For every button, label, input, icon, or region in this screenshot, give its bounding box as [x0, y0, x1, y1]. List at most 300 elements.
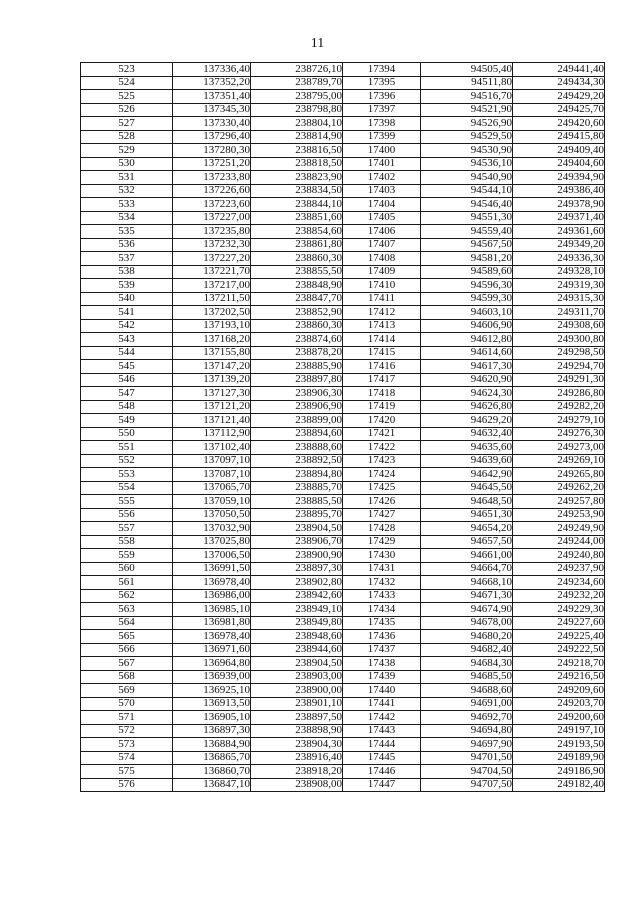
point-number-cell: 17430 — [343, 549, 421, 563]
table-row — [81, 535, 605, 549]
y-coordinate-cell: 249186,90 — [513, 765, 605, 779]
table-row — [81, 711, 605, 725]
table-row — [81, 549, 605, 563]
point-number-cell: 576 — [81, 778, 173, 792]
y-coordinate-cell: 238897,50 — [251, 711, 343, 725]
table-row — [81, 144, 605, 158]
y-coordinate-cell: 249420,60 — [513, 117, 605, 131]
table-row — [81, 211, 605, 225]
y-coordinate-cell: 238949,10 — [251, 603, 343, 617]
x-coordinate-cell: 137227,20 — [173, 252, 251, 266]
point-number-cell: 17419 — [343, 400, 421, 414]
y-coordinate-cell: 249328,10 — [513, 265, 605, 279]
point-number-cell: 17439 — [343, 670, 421, 684]
point-number-cell: 17424 — [343, 468, 421, 482]
point-number-cell: 525 — [81, 90, 173, 104]
x-coordinate-cell: 94688,60 — [421, 684, 513, 698]
x-coordinate-cell: 137102,40 — [173, 441, 251, 455]
y-coordinate-cell: 238904,30 — [251, 738, 343, 752]
y-coordinate-cell: 249200,60 — [513, 711, 605, 725]
point-number-cell: 17446 — [343, 765, 421, 779]
y-coordinate-cell: 238894,80 — [251, 468, 343, 482]
x-coordinate-cell: 94694,80 — [421, 724, 513, 738]
y-coordinate-cell: 249291,30 — [513, 373, 605, 387]
y-coordinate-cell: 249386,40 — [513, 184, 605, 198]
x-coordinate-cell: 94505,40 — [421, 63, 513, 77]
x-coordinate-cell: 137223,60 — [173, 198, 251, 212]
point-number-cell: 17416 — [343, 360, 421, 374]
point-number-cell: 552 — [81, 454, 173, 468]
point-number-cell: 17403 — [343, 184, 421, 198]
point-number-cell: 17431 — [343, 562, 421, 576]
table-row — [81, 562, 605, 576]
x-coordinate-cell: 137226,60 — [173, 184, 251, 198]
table-row — [81, 130, 605, 144]
point-number-cell: 17435 — [343, 616, 421, 630]
point-number-cell: 17400 — [343, 144, 421, 158]
point-number-cell: 560 — [81, 562, 173, 576]
table-row — [81, 333, 605, 347]
table-row — [81, 157, 605, 171]
x-coordinate-cell: 94529,50 — [421, 130, 513, 144]
point-number-cell: 17438 — [343, 657, 421, 671]
point-number-cell: 17423 — [343, 454, 421, 468]
point-number-cell: 544 — [81, 346, 173, 360]
x-coordinate-cell: 136991,50 — [173, 562, 251, 576]
x-coordinate-cell: 137097,10 — [173, 454, 251, 468]
table-row — [81, 751, 605, 765]
y-coordinate-cell: 249409,40 — [513, 144, 605, 158]
y-coordinate-cell: 238949,80 — [251, 616, 343, 630]
point-number-cell: 554 — [81, 481, 173, 495]
y-coordinate-cell: 249336,30 — [513, 252, 605, 266]
x-coordinate-cell: 94559,40 — [421, 225, 513, 239]
point-number-cell: 555 — [81, 495, 173, 509]
point-number-cell: 570 — [81, 697, 173, 711]
x-coordinate-cell: 136847,10 — [173, 778, 251, 792]
y-coordinate-cell: 249394,90 — [513, 171, 605, 185]
x-coordinate-cell: 137006,50 — [173, 549, 251, 563]
point-number-cell: 523 — [81, 63, 173, 77]
point-number-cell: 17426 — [343, 495, 421, 509]
table-row — [81, 427, 605, 441]
table-row — [81, 292, 605, 306]
y-coordinate-cell: 249441,40 — [513, 63, 605, 77]
x-coordinate-cell: 137193,10 — [173, 319, 251, 333]
table-row — [81, 225, 605, 239]
x-coordinate-cell: 136905,10 — [173, 711, 251, 725]
x-coordinate-cell: 137032,90 — [173, 522, 251, 536]
table-row — [81, 103, 605, 117]
y-coordinate-cell: 249234,60 — [513, 576, 605, 590]
table-row — [81, 117, 605, 131]
y-coordinate-cell: 249218,70 — [513, 657, 605, 671]
point-number-cell: 539 — [81, 279, 173, 293]
y-coordinate-cell: 238902,80 — [251, 576, 343, 590]
x-coordinate-cell: 94678,00 — [421, 616, 513, 630]
table-row — [81, 414, 605, 428]
x-coordinate-cell: 136860,70 — [173, 765, 251, 779]
y-coordinate-cell: 249262,20 — [513, 481, 605, 495]
y-coordinate-cell: 238885,50 — [251, 495, 343, 509]
point-number-cell: 17427 — [343, 508, 421, 522]
point-number-cell: 569 — [81, 684, 173, 698]
y-coordinate-cell: 249240,80 — [513, 549, 605, 563]
table-row — [81, 589, 605, 603]
point-number-cell: 17395 — [343, 76, 421, 90]
x-coordinate-cell: 136978,40 — [173, 576, 251, 590]
y-coordinate-cell: 238944,60 — [251, 643, 343, 657]
point-number-cell: 17394 — [343, 63, 421, 77]
y-coordinate-cell: 249315,30 — [513, 292, 605, 306]
point-number-cell: 540 — [81, 292, 173, 306]
point-number-cell: 551 — [81, 441, 173, 455]
y-coordinate-cell: 249249,90 — [513, 522, 605, 536]
x-coordinate-cell: 94697,90 — [421, 738, 513, 752]
table-row — [81, 495, 605, 509]
x-coordinate-cell: 136925,10 — [173, 684, 251, 698]
x-coordinate-cell: 137202,50 — [173, 306, 251, 320]
x-coordinate-cell: 137065,70 — [173, 481, 251, 495]
y-coordinate-cell: 238885,90 — [251, 360, 343, 374]
point-number-cell: 17404 — [343, 198, 421, 212]
x-coordinate-cell: 94671,30 — [421, 589, 513, 603]
point-number-cell: 538 — [81, 265, 173, 279]
y-coordinate-cell: 249311,70 — [513, 306, 605, 320]
point-number-cell: 17429 — [343, 535, 421, 549]
y-coordinate-cell: 238878,20 — [251, 346, 343, 360]
x-coordinate-cell: 136884,90 — [173, 738, 251, 752]
table-row — [81, 454, 605, 468]
table-row — [81, 657, 605, 671]
point-number-cell: 568 — [81, 670, 173, 684]
x-coordinate-cell: 136865,70 — [173, 751, 251, 765]
x-coordinate-cell: 137296,40 — [173, 130, 251, 144]
table-row — [81, 373, 605, 387]
x-coordinate-cell: 94657,50 — [421, 535, 513, 549]
point-number-cell: 17441 — [343, 697, 421, 711]
y-coordinate-cell: 238818,50 — [251, 157, 343, 171]
x-coordinate-cell: 136897,30 — [173, 724, 251, 738]
table-row — [81, 697, 605, 711]
y-coordinate-cell: 238861,80 — [251, 238, 343, 252]
point-number-cell: 17445 — [343, 751, 421, 765]
x-coordinate-cell: 94551,30 — [421, 211, 513, 225]
y-coordinate-cell: 238726,10 — [251, 63, 343, 77]
table-row — [81, 184, 605, 198]
y-coordinate-cell: 238904,50 — [251, 522, 343, 536]
point-number-cell: 17447 — [343, 778, 421, 792]
point-number-cell: 532 — [81, 184, 173, 198]
point-number-cell: 562 — [81, 589, 173, 603]
point-number-cell: 17415 — [343, 346, 421, 360]
x-coordinate-cell: 137059,10 — [173, 495, 251, 509]
point-number-cell: 535 — [81, 225, 173, 239]
x-coordinate-cell: 94704,50 — [421, 765, 513, 779]
y-coordinate-cell: 238901,10 — [251, 697, 343, 711]
x-coordinate-cell: 94674,90 — [421, 603, 513, 617]
x-coordinate-cell: 136986,00 — [173, 589, 251, 603]
point-number-cell: 17398 — [343, 117, 421, 131]
y-coordinate-cell: 238795,00 — [251, 90, 343, 104]
y-coordinate-cell: 249253,90 — [513, 508, 605, 522]
y-coordinate-cell: 238908,00 — [251, 778, 343, 792]
y-coordinate-cell: 238885,70 — [251, 481, 343, 495]
point-number-cell: 574 — [81, 751, 173, 765]
x-coordinate-cell: 94701,50 — [421, 751, 513, 765]
x-coordinate-cell: 137233,80 — [173, 171, 251, 185]
y-coordinate-cell: 249257,80 — [513, 495, 605, 509]
y-coordinate-cell: 238847,70 — [251, 292, 343, 306]
y-coordinate-cell: 249197,10 — [513, 724, 605, 738]
x-coordinate-cell: 137221,70 — [173, 265, 251, 279]
point-number-cell: 17437 — [343, 643, 421, 657]
point-number-cell: 546 — [81, 373, 173, 387]
point-number-cell: 571 — [81, 711, 173, 725]
x-coordinate-cell: 137121,20 — [173, 400, 251, 414]
y-coordinate-cell: 238854,60 — [251, 225, 343, 239]
point-number-cell: 17436 — [343, 630, 421, 644]
y-coordinate-cell: 249378,90 — [513, 198, 605, 212]
y-coordinate-cell: 249319,30 — [513, 279, 605, 293]
point-number-cell: 17442 — [343, 711, 421, 725]
y-coordinate-cell: 249209,60 — [513, 684, 605, 698]
table-row — [81, 441, 605, 455]
x-coordinate-cell: 94511,80 — [421, 76, 513, 90]
y-coordinate-cell: 238948,60 — [251, 630, 343, 644]
x-coordinate-cell: 94567,50 — [421, 238, 513, 252]
y-coordinate-cell: 238898,90 — [251, 724, 343, 738]
x-coordinate-cell: 94546,40 — [421, 198, 513, 212]
y-coordinate-cell: 238855,50 — [251, 265, 343, 279]
table-row — [81, 306, 605, 320]
x-coordinate-cell: 94596,30 — [421, 279, 513, 293]
x-coordinate-cell: 136971,60 — [173, 643, 251, 657]
point-number-cell: 559 — [81, 549, 173, 563]
point-number-cell: 17422 — [343, 441, 421, 455]
y-coordinate-cell: 238852,90 — [251, 306, 343, 320]
x-coordinate-cell: 137345,30 — [173, 103, 251, 117]
point-number-cell: 17420 — [343, 414, 421, 428]
y-coordinate-cell: 249229,30 — [513, 603, 605, 617]
y-coordinate-cell: 238918,20 — [251, 765, 343, 779]
x-coordinate-cell: 94624,30 — [421, 387, 513, 401]
point-number-cell: 17440 — [343, 684, 421, 698]
y-coordinate-cell: 238860,30 — [251, 319, 343, 333]
x-coordinate-cell: 94645,50 — [421, 481, 513, 495]
point-number-cell: 553 — [81, 468, 173, 482]
y-coordinate-cell: 249404,60 — [513, 157, 605, 171]
x-coordinate-cell: 137217,00 — [173, 279, 251, 293]
table-row — [81, 400, 605, 414]
y-coordinate-cell: 249429,20 — [513, 90, 605, 104]
y-coordinate-cell: 249425,70 — [513, 103, 605, 117]
y-coordinate-cell: 249361,60 — [513, 225, 605, 239]
x-coordinate-cell: 137050,50 — [173, 508, 251, 522]
y-coordinate-cell: 249232,20 — [513, 589, 605, 603]
point-number-cell: 17412 — [343, 306, 421, 320]
x-coordinate-cell: 137336,40 — [173, 63, 251, 77]
point-number-cell: 561 — [81, 576, 173, 590]
x-coordinate-cell: 137352,20 — [173, 76, 251, 90]
y-coordinate-cell: 238823,90 — [251, 171, 343, 185]
x-coordinate-cell: 94642,90 — [421, 468, 513, 482]
y-coordinate-cell: 249189,90 — [513, 751, 605, 765]
x-coordinate-cell: 94617,30 — [421, 360, 513, 374]
y-coordinate-cell: 238888,60 — [251, 441, 343, 455]
table-row — [81, 198, 605, 212]
y-coordinate-cell: 249276,30 — [513, 427, 605, 441]
y-coordinate-cell: 249237,90 — [513, 562, 605, 576]
point-number-cell: 17421 — [343, 427, 421, 441]
x-coordinate-cell: 94581,20 — [421, 252, 513, 266]
y-coordinate-cell: 238900,90 — [251, 549, 343, 563]
y-coordinate-cell: 238906,90 — [251, 400, 343, 414]
table-row — [81, 319, 605, 333]
x-coordinate-cell: 137155,80 — [173, 346, 251, 360]
table-row — [81, 522, 605, 536]
y-coordinate-cell: 238860,30 — [251, 252, 343, 266]
point-number-cell: 17409 — [343, 265, 421, 279]
point-number-cell: 566 — [81, 643, 173, 657]
x-coordinate-cell: 94707,50 — [421, 778, 513, 792]
y-coordinate-cell: 249269,10 — [513, 454, 605, 468]
y-coordinate-cell: 249349,20 — [513, 238, 605, 252]
y-coordinate-cell: 238844,10 — [251, 198, 343, 212]
point-number-cell: 17428 — [343, 522, 421, 536]
point-number-cell: 565 — [81, 630, 173, 644]
table-row — [81, 468, 605, 482]
x-coordinate-cell: 94540,90 — [421, 171, 513, 185]
point-number-cell: 536 — [81, 238, 173, 252]
point-number-cell: 17411 — [343, 292, 421, 306]
point-number-cell: 543 — [81, 333, 173, 347]
point-number-cell: 541 — [81, 306, 173, 320]
x-coordinate-cell: 137280,30 — [173, 144, 251, 158]
x-coordinate-cell: 94603,10 — [421, 306, 513, 320]
point-number-cell: 564 — [81, 616, 173, 630]
y-coordinate-cell: 249193,50 — [513, 738, 605, 752]
x-coordinate-cell: 94530,90 — [421, 144, 513, 158]
x-coordinate-cell: 137227,00 — [173, 211, 251, 225]
point-number-cell: 17425 — [343, 481, 421, 495]
y-coordinate-cell: 249203,70 — [513, 697, 605, 711]
point-number-cell: 17413 — [343, 319, 421, 333]
x-coordinate-cell: 94661,00 — [421, 549, 513, 563]
point-number-cell: 528 — [81, 130, 173, 144]
y-coordinate-cell: 249216,50 — [513, 670, 605, 684]
table-row — [81, 63, 605, 77]
y-coordinate-cell: 249434,30 — [513, 76, 605, 90]
point-number-cell: 563 — [81, 603, 173, 617]
y-coordinate-cell: 238942,60 — [251, 589, 343, 603]
table-row — [81, 643, 605, 657]
point-number-cell: 17432 — [343, 576, 421, 590]
y-coordinate-cell: 238899,00 — [251, 414, 343, 428]
y-coordinate-cell: 249300,80 — [513, 333, 605, 347]
x-coordinate-cell: 137351,40 — [173, 90, 251, 104]
y-coordinate-cell: 238804,10 — [251, 117, 343, 131]
y-coordinate-cell: 249298,50 — [513, 346, 605, 360]
x-coordinate-cell: 94620,90 — [421, 373, 513, 387]
point-number-cell: 534 — [81, 211, 173, 225]
point-number-cell: 17399 — [343, 130, 421, 144]
y-coordinate-cell: 249265,80 — [513, 468, 605, 482]
point-number-cell: 547 — [81, 387, 173, 401]
x-coordinate-cell: 94626,80 — [421, 400, 513, 414]
x-coordinate-cell: 94654,20 — [421, 522, 513, 536]
y-coordinate-cell: 249286,80 — [513, 387, 605, 401]
point-number-cell: 533 — [81, 198, 173, 212]
x-coordinate-cell: 137251,20 — [173, 157, 251, 171]
y-coordinate-cell: 249279,10 — [513, 414, 605, 428]
x-coordinate-cell: 94685,50 — [421, 670, 513, 684]
x-coordinate-cell: 136985,10 — [173, 603, 251, 617]
point-number-cell: 527 — [81, 117, 173, 131]
point-number-cell: 17408 — [343, 252, 421, 266]
point-number-cell: 545 — [81, 360, 173, 374]
point-number-cell: 572 — [81, 724, 173, 738]
x-coordinate-cell: 94691,00 — [421, 697, 513, 711]
point-number-cell: 550 — [81, 427, 173, 441]
point-number-cell: 531 — [81, 171, 173, 185]
x-coordinate-cell: 136981,80 — [173, 616, 251, 630]
point-number-cell: 17406 — [343, 225, 421, 239]
y-coordinate-cell: 249222,50 — [513, 643, 605, 657]
point-number-cell: 17396 — [343, 90, 421, 104]
y-coordinate-cell: 249227,60 — [513, 616, 605, 630]
point-number-cell: 567 — [81, 657, 173, 671]
x-coordinate-cell: 94632,40 — [421, 427, 513, 441]
point-number-cell: 17433 — [343, 589, 421, 603]
y-coordinate-cell: 238897,80 — [251, 373, 343, 387]
x-coordinate-cell: 137232,30 — [173, 238, 251, 252]
x-coordinate-cell: 94536,10 — [421, 157, 513, 171]
table-row — [81, 508, 605, 522]
coordinates-table — [80, 62, 605, 792]
x-coordinate-cell: 137235,80 — [173, 225, 251, 239]
point-number-cell: 575 — [81, 765, 173, 779]
point-number-cell: 573 — [81, 738, 173, 752]
x-coordinate-cell: 94612,80 — [421, 333, 513, 347]
x-coordinate-cell: 137121,40 — [173, 414, 251, 428]
table-row — [81, 684, 605, 698]
x-coordinate-cell: 94664,70 — [421, 562, 513, 576]
point-number-cell: 530 — [81, 157, 173, 171]
table-row — [81, 670, 605, 684]
table-row — [81, 724, 605, 738]
table-row — [81, 481, 605, 495]
y-coordinate-cell: 238906,70 — [251, 535, 343, 549]
table-row — [81, 265, 605, 279]
point-number-cell: 17407 — [343, 238, 421, 252]
table-row — [81, 738, 605, 752]
x-coordinate-cell: 136978,40 — [173, 630, 251, 644]
point-number-cell: 529 — [81, 144, 173, 158]
table-row — [81, 76, 605, 90]
point-number-cell: 537 — [81, 252, 173, 266]
point-number-cell: 526 — [81, 103, 173, 117]
y-coordinate-cell: 238851,60 — [251, 211, 343, 225]
point-number-cell: 556 — [81, 508, 173, 522]
coordinates-table-body — [81, 63, 605, 792]
x-coordinate-cell: 94684,30 — [421, 657, 513, 671]
table-row — [81, 279, 605, 293]
point-number-cell: 17417 — [343, 373, 421, 387]
point-number-cell: 17397 — [343, 103, 421, 117]
x-coordinate-cell: 137168,20 — [173, 333, 251, 347]
y-coordinate-cell: 238816,50 — [251, 144, 343, 158]
